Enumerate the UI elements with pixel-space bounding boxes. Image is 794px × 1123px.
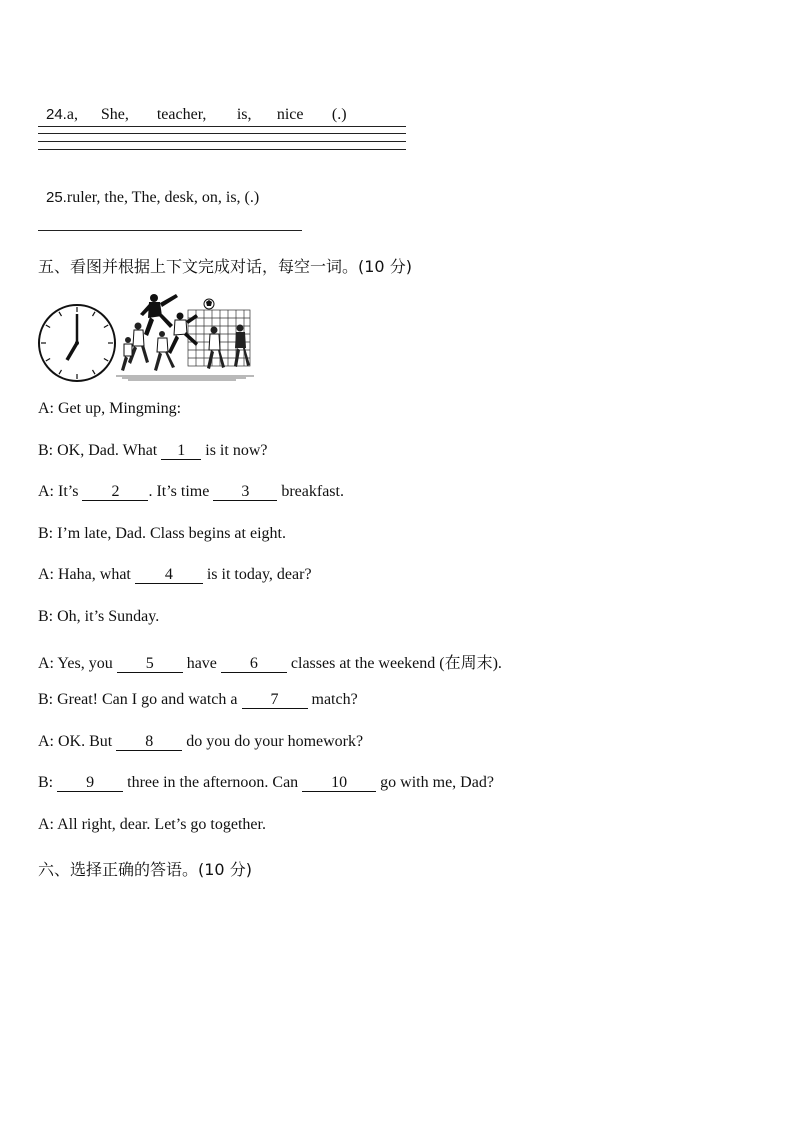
speaker-label: B: — [38, 608, 54, 625]
blank-7[interactable]: 7 — [242, 692, 308, 709]
dialogue-line — [38, 525, 286, 543]
word: nice — [276, 106, 304, 123]
speaker-label: A: — [38, 655, 54, 672]
dialogue-line — [38, 650, 502, 673]
writing-line — [38, 141, 406, 142]
question-text: ruler, the, The, desk, on, is, (.) — [66, 189, 260, 206]
dialogue-text: have — [182, 655, 221, 672]
word: She, — [100, 106, 129, 123]
clock-icon — [36, 302, 118, 384]
word: teacher, — [156, 106, 207, 123]
dialogue-text: breakfast. — [277, 483, 344, 500]
blank-1[interactable]: 1 — [161, 443, 201, 460]
question-25 — [38, 171, 259, 207]
speaker-label: A: — [38, 566, 54, 583]
dialogue-text: Oh, it’s Sunday. — [53, 608, 160, 625]
section-5-title: 五、看图并根据上下文完成对话，每空一词。(10 分) — [38, 257, 412, 276]
dialogue-text: It’s — [54, 483, 83, 500]
dialogue-text: is it today, dear? — [202, 566, 312, 583]
question-number: 25. — [46, 189, 67, 206]
writing-line — [38, 126, 406, 127]
blank-2[interactable]: 2 — [82, 484, 148, 501]
dialogue-text: Great! Can I go and watch a — [53, 691, 242, 708]
dialogue-text: is it now? — [201, 442, 268, 459]
dialogue-line — [38, 483, 344, 501]
blank-8[interactable]: 8 — [116, 734, 182, 751]
dialogue-line — [38, 816, 266, 834]
speaker-label: B: — [38, 774, 54, 791]
writing-line — [38, 149, 406, 150]
football-match-picture — [116, 290, 254, 382]
word: a, — [66, 106, 78, 123]
word: is, — [236, 106, 252, 123]
dialogue-text: OK, Dad. What — [53, 442, 162, 459]
dialogue-text: classes at the weekend (在周末). — [286, 655, 502, 672]
dialogue-text: Get up, Mingming: — [54, 400, 182, 417]
dialogue-text: Haha, what — [54, 566, 135, 583]
speaker-label: A: — [38, 483, 54, 500]
speaker-label: B: — [38, 691, 54, 708]
blank-5[interactable]: 5 — [117, 656, 183, 673]
dialogue-line — [38, 774, 494, 792]
section-6-title: 六、选择正确的答语。(10 分) — [38, 860, 252, 879]
blank-10[interactable]: 10 — [302, 775, 376, 792]
word: (.) — [331, 106, 347, 123]
blank-4[interactable]: 4 — [135, 567, 203, 584]
speaker-label: B: — [38, 442, 54, 459]
dialogue-line — [38, 733, 363, 751]
dialogue-text: three in the afternoon. Can — [123, 774, 303, 791]
speaker-label: A: — [38, 400, 54, 417]
dialogue-line — [38, 442, 267, 460]
dialogue-text: All right, dear. Let’s go together. — [54, 816, 266, 833]
dialogue-line — [38, 608, 159, 626]
word-list — [67, 106, 347, 123]
answer-line-25 — [38, 230, 302, 231]
speaker-label: A: — [38, 816, 54, 833]
speaker-label: A: — [38, 733, 54, 750]
dialogue-text: do you do your homework? — [182, 733, 364, 750]
dialogue-text: go with me, Dad? — [376, 774, 494, 791]
blank-9[interactable]: 9 — [57, 775, 123, 792]
dialogue-line — [38, 691, 358, 709]
blank-6[interactable]: 6 — [221, 656, 287, 673]
dialogue-text: Yes, you — [54, 655, 117, 672]
dialogue-text: . It’s time — [148, 483, 214, 500]
question-24 — [38, 88, 347, 124]
writing-line — [38, 133, 406, 134]
dialogue-text: OK. But — [54, 733, 117, 750]
speaker-label: B: — [38, 525, 54, 542]
dialogue-text: match? — [307, 691, 358, 708]
question-number: 24. — [46, 106, 67, 123]
dialogue-text: I’m late, Dad. Class begins at eight. — [53, 525, 286, 542]
blank-3[interactable]: 3 — [213, 484, 277, 501]
dialogue-line — [38, 566, 312, 584]
dialogue-line — [38, 400, 181, 418]
